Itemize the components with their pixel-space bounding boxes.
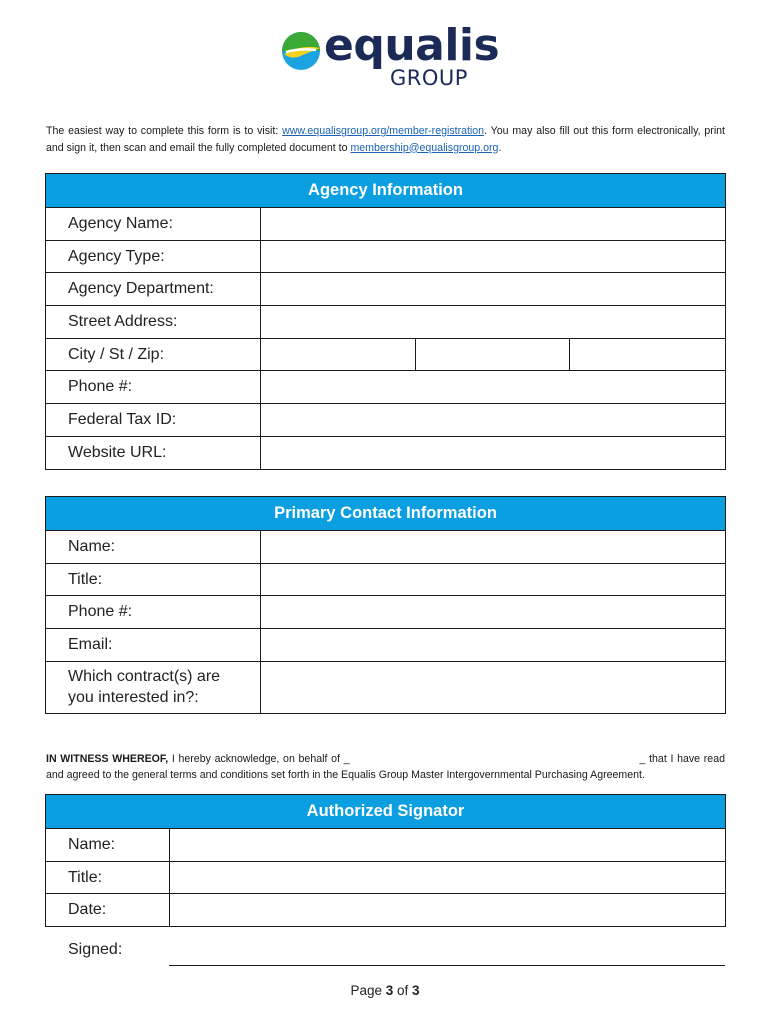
agency-phone-field[interactable] xyxy=(261,371,726,404)
signator-title-label: Title: xyxy=(46,861,170,894)
website-url-label: Website URL: xyxy=(46,436,261,469)
primary-contact-header: Primary Contact Information xyxy=(46,497,726,531)
intro-text-3: . xyxy=(498,141,502,154)
signator-name-label: Name: xyxy=(46,829,170,862)
federal-tax-id-field[interactable] xyxy=(261,404,726,437)
agency-type-label: Agency Type: xyxy=(46,240,261,273)
signator-name-field[interactable] xyxy=(170,829,726,862)
intro-text-2: . You may also fill out this form electronically, print and sign it, then scan and email the fully completed document to xyxy=(46,125,726,154)
signator-date-label: Date: xyxy=(46,894,170,927)
agency-name-field[interactable] xyxy=(261,208,726,241)
contact-phone-field[interactable] xyxy=(261,596,726,629)
contact-email-label: Email: xyxy=(46,629,261,662)
city-field[interactable] xyxy=(261,338,416,371)
equalis-swirl-icon xyxy=(280,30,322,72)
website-url-field[interactable] xyxy=(261,436,726,469)
agency-department-field[interactable] xyxy=(261,273,726,306)
contact-email-field[interactable] xyxy=(261,629,726,662)
street-address-field[interactable] xyxy=(261,306,726,339)
of-word: of xyxy=(393,983,413,998)
intro-text-1: The easiest way to complete this form is to visit: xyxy=(46,125,283,137)
agency-phone-label: Phone #: xyxy=(46,371,261,404)
agency-department-label: Agency Department: xyxy=(46,273,261,306)
contracts-label-line-2: you interested in?: xyxy=(68,689,199,707)
contact-name-field[interactable] xyxy=(261,531,726,564)
agency-information-table xyxy=(45,173,726,470)
page-word: Page xyxy=(350,983,386,998)
contact-title-field[interactable] xyxy=(261,563,726,596)
intro-paragraph xyxy=(46,123,725,156)
contact-phone-label: Phone #: xyxy=(46,596,261,629)
equalis-logo xyxy=(280,20,500,94)
authorized-signator-table xyxy=(45,794,726,927)
authorized-signator-header: Authorized Signator xyxy=(46,795,726,829)
page-footer xyxy=(0,983,770,998)
logo-subtitle: GROUP xyxy=(390,66,468,90)
contact-title-label: Title: xyxy=(46,563,261,596)
street-address-label: Street Address: xyxy=(46,306,261,339)
state-field[interactable] xyxy=(416,338,570,371)
signator-date-field[interactable] xyxy=(170,894,726,927)
witness-text-1: I hereby acknowledge, on behalf of _ xyxy=(168,753,350,765)
witness-bold-lead: IN WITNESS WHEREOF, xyxy=(46,753,169,765)
witness-text-2: _ that I have read and agreed to the general terms and conditions set forth in the Equalis Group Master Intergovernmental Purchasing Agreement. xyxy=(46,753,725,781)
membership-email-link[interactable]: membership@equalisgroup.org xyxy=(350,141,499,154)
signature-line[interactable] xyxy=(169,965,725,966)
agency-information-header: Agency Information xyxy=(46,174,726,208)
contracts-interest-field[interactable] xyxy=(261,661,726,713)
signed-label: Signed: xyxy=(68,941,123,958)
total-page-number: 3 xyxy=(412,983,420,998)
current-page-number: 3 xyxy=(385,983,394,998)
contact-name-label: Name: xyxy=(46,531,261,564)
contracts-label-line-1: Which contract(s) are xyxy=(68,668,221,686)
signator-title-field[interactable] xyxy=(170,861,726,894)
logo-wordmark: equalis xyxy=(324,20,500,71)
city-st-zip-label: City / St / Zip: xyxy=(46,338,261,371)
registration-link[interactable]: www.equalisgroup.org/member-registration xyxy=(282,125,485,137)
zip-field[interactable] xyxy=(570,338,726,371)
witness-statement xyxy=(46,751,725,783)
primary-contact-table xyxy=(45,496,726,714)
contracts-interest-label xyxy=(46,661,261,713)
agency-type-field[interactable] xyxy=(261,240,726,273)
agency-name-label: Agency Name: xyxy=(46,208,261,241)
federal-tax-id-label: Federal Tax ID: xyxy=(46,404,261,437)
